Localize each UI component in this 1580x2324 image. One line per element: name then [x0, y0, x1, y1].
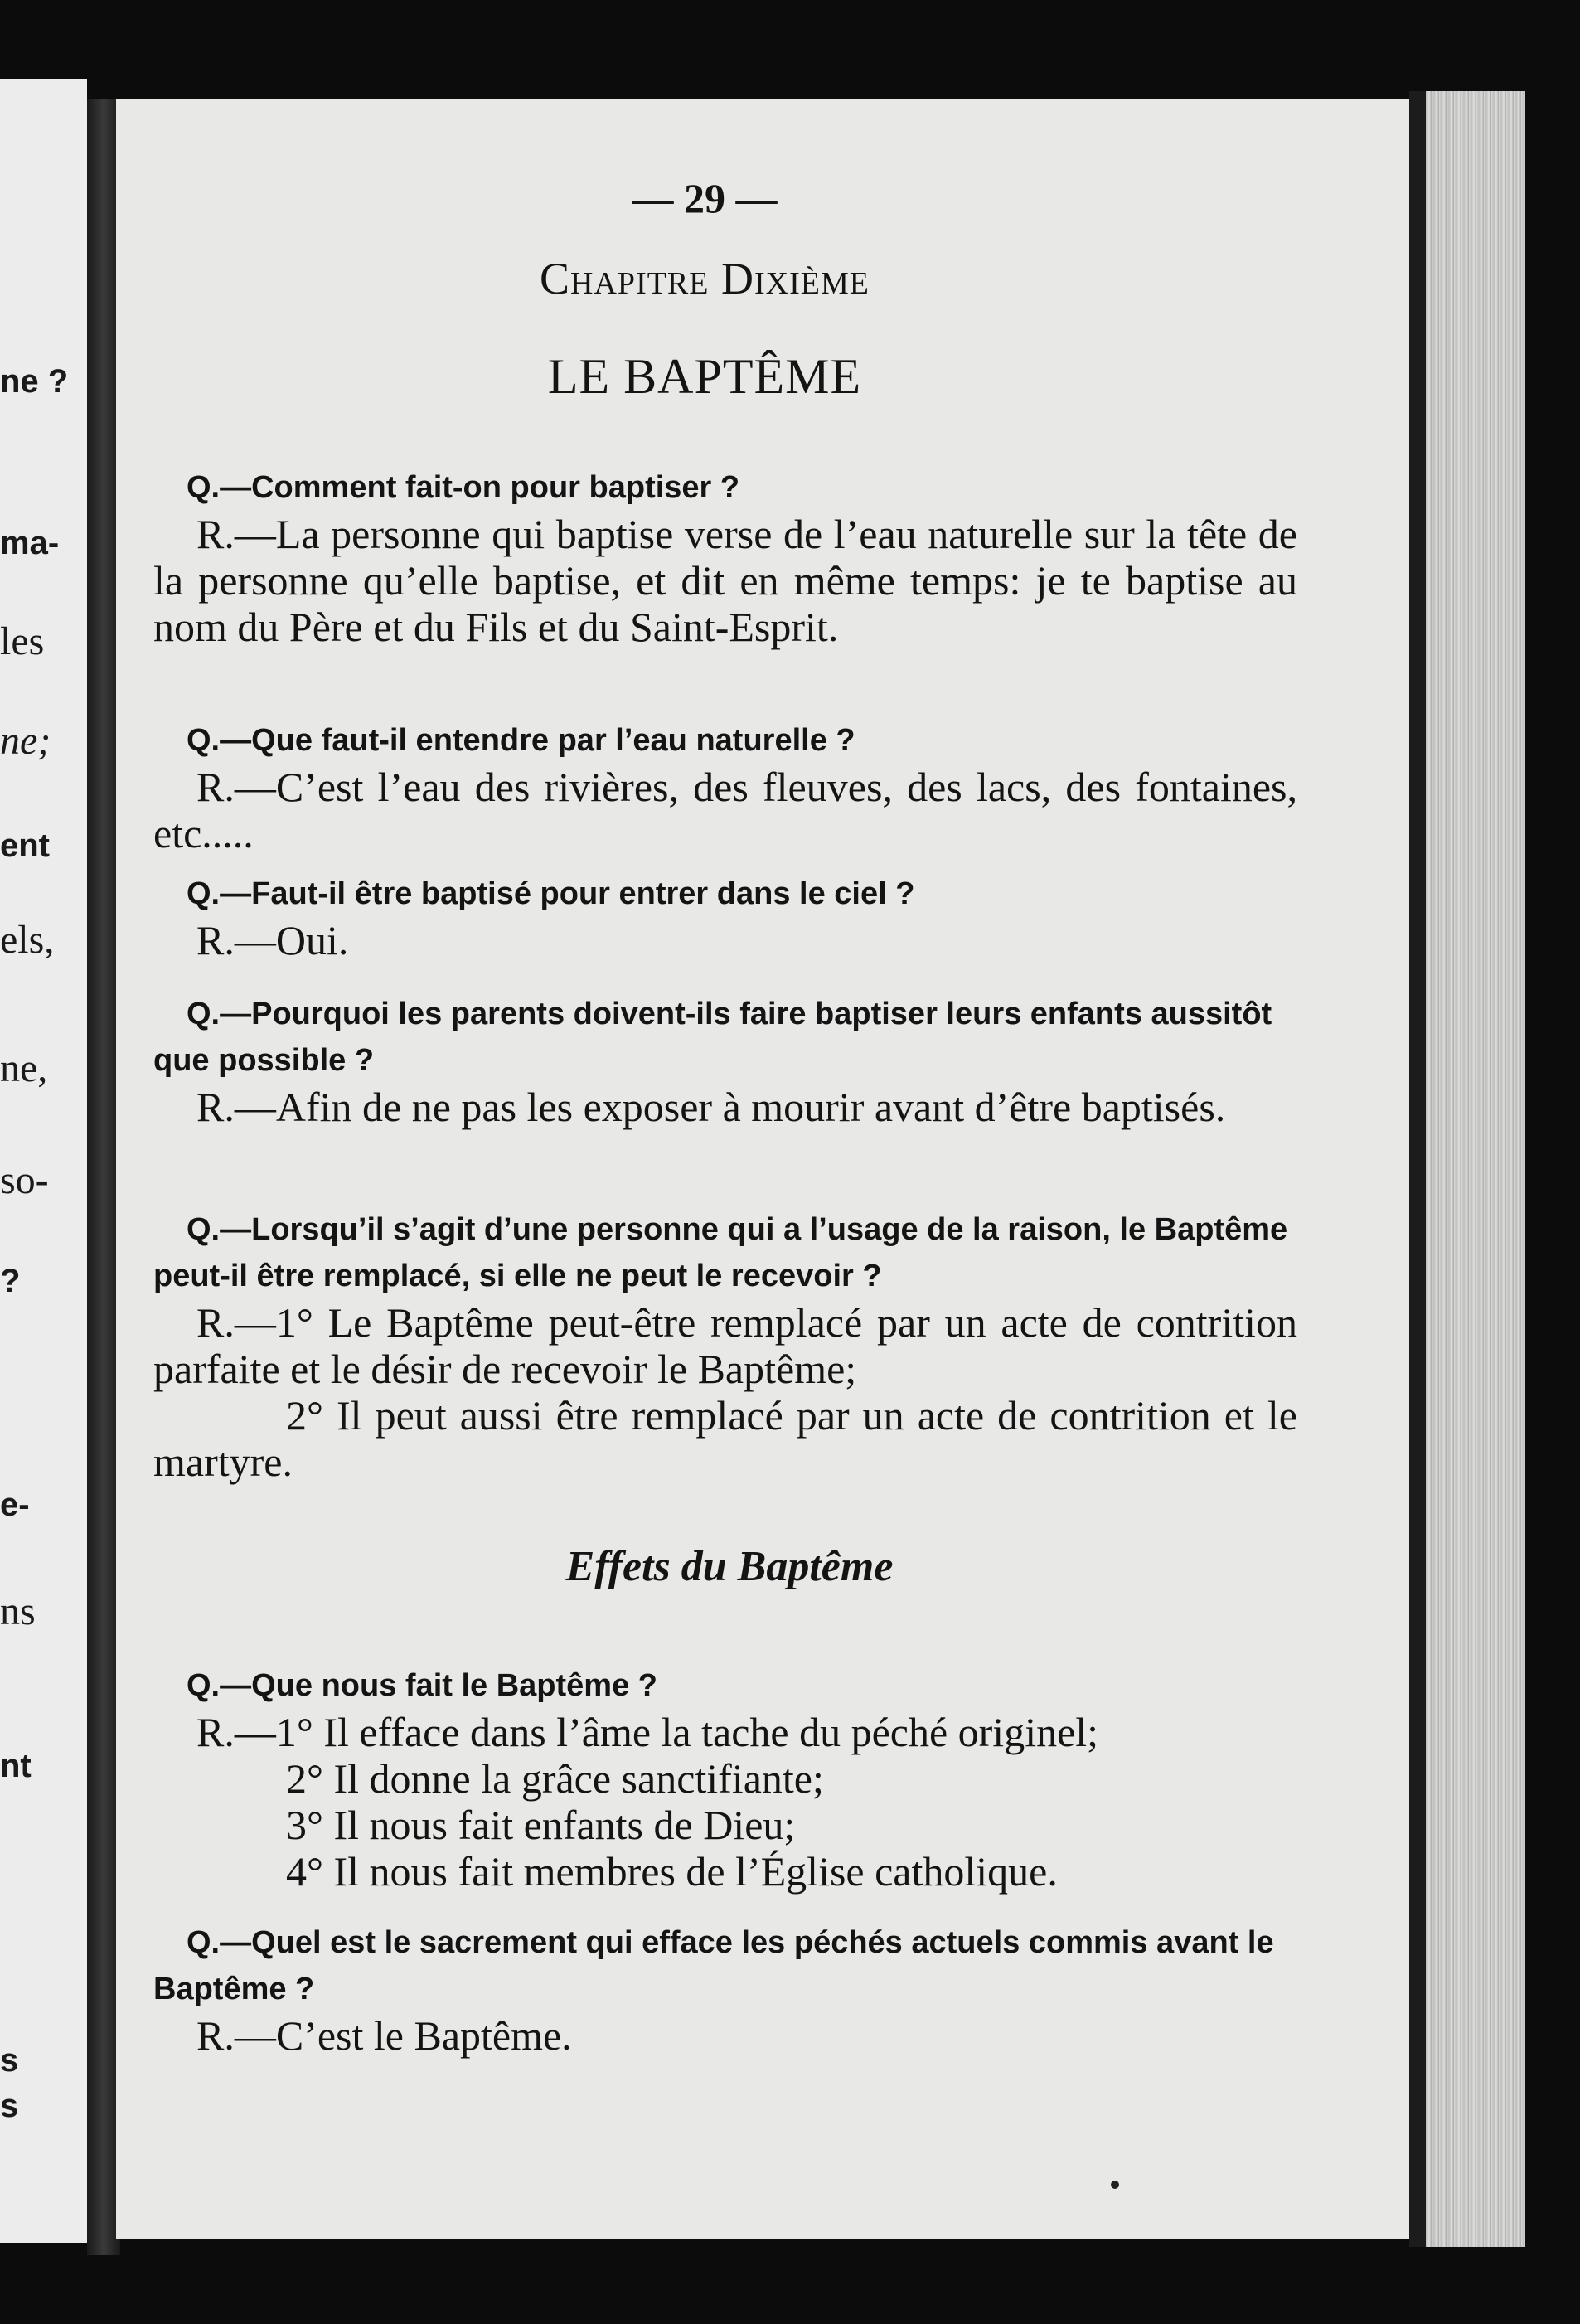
qa-block [153, 1206, 1297, 1485]
question: Q.—Que nous fait le Baptême ? [187, 1668, 657, 1703]
left-page-fragment: ne, [0, 1046, 48, 1090]
qa-block [153, 717, 1297, 856]
answer: R.—Oui. [196, 917, 349, 963]
list-item: 4° Il nous fait membres de l’Église catholique. [286, 1848, 1058, 1895]
question: Q.—Comment fait-on pour baptiser ? [187, 470, 740, 505]
list-item: R.—1° Il efface dans l’âme la tache du péché originel; [196, 1709, 1099, 1755]
left-page-fragment: s [0, 2042, 19, 2079]
answer-continuation: 2° Il peut aussi être remplacé par un acte de contrition et le martyre. [153, 1392, 1297, 1485]
adjacent-left-page [0, 79, 87, 2243]
qa-block [153, 464, 1297, 650]
question: Q.—Pourquoi les parents doivent-ils faire baptiser leurs enfants aussitôt que possible ? [153, 997, 1272, 1078]
left-page-fragment: ne; [0, 719, 51, 763]
section-heading: Effets du Baptême [565, 1543, 894, 1590]
answer: R.—Afin de ne pas les exposer à mourir avant d’être baptisés. [196, 1084, 1226, 1130]
answer: R.—C’est le Baptême. [196, 2012, 572, 2059]
qa-block [153, 871, 1297, 963]
left-page-fragment: e- [0, 1487, 30, 1523]
left-page-fragment: s [0, 2088, 19, 2124]
list-item: 2° Il donne la grâce sanctifiante; [286, 1755, 824, 1802]
question: Q.—Quel est le sacrement qui efface les péchés actuels commis avant le Baptême ? [153, 1925, 1274, 2006]
page-content [116, 99, 1409, 2239]
chapter-heading: Chapitre Dixième [540, 254, 870, 303]
book-page [116, 99, 1409, 2239]
qa-block-effets [153, 1662, 1297, 1895]
left-page-fragment: ent [0, 827, 50, 864]
answer: R.—La personne qui baptise verse de l’eau naturelle sur la tête de la personne qu’elle baptise, et dit en même temps: je te baptise au nom du Père et du Fils et du Saint-Esprit. [153, 511, 1297, 650]
page-number: — 29 — [632, 175, 778, 221]
page-edges [1409, 91, 1525, 2247]
left-page-fragment: les [0, 619, 45, 663]
left-page-fragment: ma- [0, 525, 60, 561]
qa-block [153, 1919, 1297, 2059]
left-page-fragment: els, [0, 918, 55, 962]
left-page-fragment: ne ? [0, 363, 69, 400]
book-spine [87, 99, 120, 2255]
answer: R.—1° Le Baptême peut-être remplacé par un acte de contrition parfaite et le désir de recevoir le Baptême; [153, 1299, 1297, 1392]
qa-block [153, 991, 1297, 1130]
left-page-fragment: ? [0, 1263, 21, 1299]
answer: R.—C’est l’eau des rivières, des fleuves, des lacs, des fontaines, etc..... [153, 764, 1297, 856]
left-page-fragment: so- [0, 1158, 49, 1202]
question: Q.—Que faut-il entendre par l’eau naturelle ? [187, 723, 855, 758]
page-title: LE BAPTÊME [547, 349, 862, 404]
left-page-fragment: ns [0, 1589, 36, 1633]
print-speck [1111, 2181, 1119, 2189]
left-page-fragment: nt [0, 1748, 32, 1784]
question: Q.—Lorsqu’il s’agit d’une personne qui a l’usage de la raison, le Baptême peut-il être remplacé, si elle ne peut le recevoir ? [153, 1212, 1288, 1293]
list-item: 3° Il nous fait enfants de Dieu; [286, 1802, 796, 1848]
question: Q.—Faut-il être baptisé pour entrer dans le ciel ? [187, 876, 915, 911]
